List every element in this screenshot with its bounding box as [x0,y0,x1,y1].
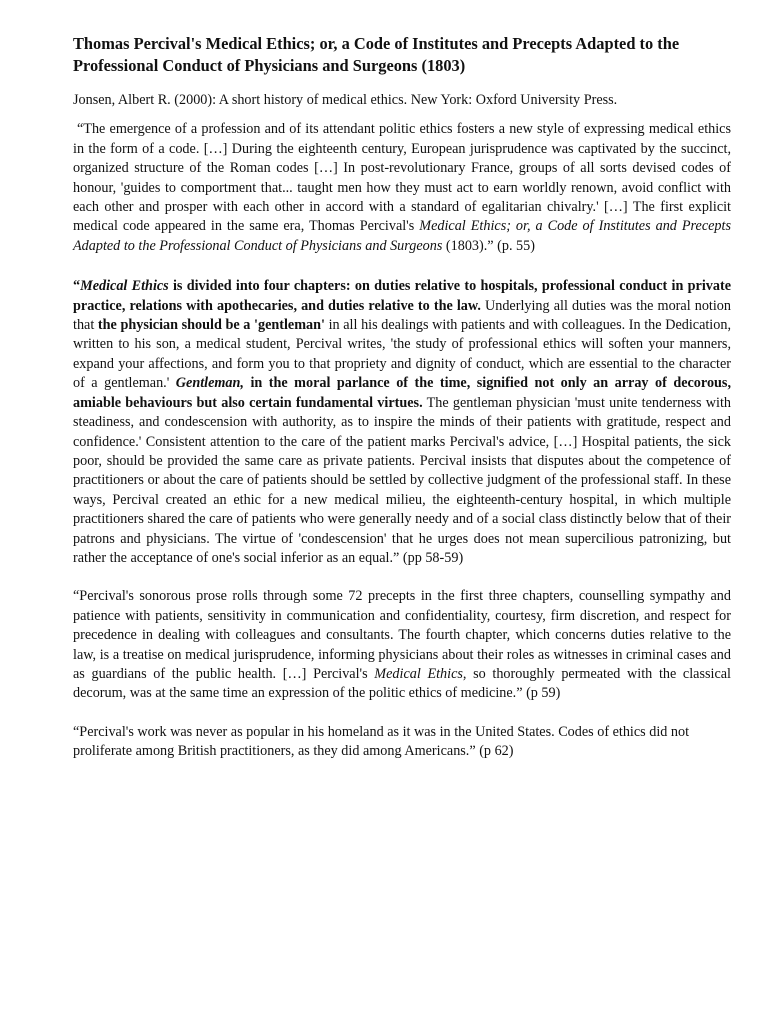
quote-paragraph-2 [73,277,731,568]
quote-3-work-title: Medical Ethics [374,665,463,682]
quote-2-text-c: The gentleman physician 'must unite tenderness with steadiness, and condescension with authority, as to inspire the minds of their patients with gratitude, respect and confidence.' Consistent attention to the care of the patient marks Percival's advice, […] Hospital patients, the sick poor, should be provided the same care as private patients. Percival insists that disputes about the competence of practitioners or about the care of patients should be settled by collective judgment of the professional staff. In these ways, Percival created an ethic for a new medical milieu, the eighteenth-century hospital, in which multiple practitioners shared the care of patients who were generally needy and of a social class distinctly below that of their patrons and physicians. The virtue of 'condescension' that he urges does not mean supercilious patronizing, but rather the acceptance of one's social inferior as an equal.” (pp 58-59) [73,394,731,566]
quote-1-text: “The emergence of a profession and of its attendant politic ethics fosters a new style of expressing medical ethics in the form of a code. […] During the eighteenth century, European jurisprudence was captivated by the succinct, organized structure of the Roman codes […] In post-revolutionary France, groups of all sorts devised codes of honour, 'guides to comportment that... taught men how they must act to earn worldly renown, avoid conflict with each other and prosper with each other in accord with a standard of egalitarian chivalry.' […] The first explicit medical code appeared in the same era, Thomas Percival's [73,121,731,235]
quote-3-tail: , so thoroughly permeated with the classical decorum, was at the same time an expression of the politic ethics of medicine.” (p 59) [73,665,731,702]
quote-2-work-title: Medical Ethics [80,278,169,295]
quote-2-open-quote: “ [73,278,81,295]
quote-2-bold-gentleman: the physician should be a 'gentleman' [97,317,325,334]
quote-paragraph-1 [73,120,731,256]
quote-paragraph-3 [73,587,731,703]
quote-1-tail: (1803).” (p. 55) [442,237,535,254]
document-page [73,33,731,762]
quote-3-text: “Percival's sonorous prose rolls through some 72 precepts in the first three chapters, counselling sympathy and patience with patients, sensitivity in communication and confidentiality, courtesy, firm discretion, and respect for precedence in dealing with colleagues and consultants. The fourth chapter, which concerns duties relative to the law, is a treatise on medical jurisprudence, informing physicians about their roles as witnesses in criminal cases and as guardians of the public health. […] Percival's [73,588,731,682]
quote-2-bold-intro: is divided into four chapters: on duties relative to hospitals, professional conduct in private practice, relations with apothecaries, and duties relative to the law. [73,278,731,314]
document-title: Thomas Percival's Medical Ethics; or, a Code of Institutes and Precepts Adapted to the Professional Conduct of Physicians and Surgeons (1803) [73,34,680,75]
quote-1-work-title: Medical Ethics; or, a Code of Institutes and Precepts Adapted to the Professional Conduct of Physicians and Surgeons [73,218,731,254]
quote-2-text-a: Underlying all duties was the moral notion that [73,297,731,334]
quote-2-text-b: in all his dealings with patients and with colleagues. In the Dedication, written to his son, a medical student, Percival writes, 'the study of professional ethics will soften your manners, expand your affections, and form you to that propriety and dignity of conduct, which are essential to the character of a gentleman.' [73,317,731,392]
quote-2-bold-parlance: in the moral parlance of the time, signified not only an array of decorous, amiable behaviours but also certain fundamental virtues. [73,375,731,411]
quote-2-bold-italic-term: Gentleman, [175,375,244,392]
source-citation: Jonsen, Albert R. (2000): A short history of medical ethics. New York: Oxford University Press. [73,92,618,108]
quote-paragraph-4: “Percival's work was never as popular in his homeland as it was in the United States. Codes of ethics did not proliferate among British practitioners, as they did among Americans.” (p 62) [73,723,690,760]
